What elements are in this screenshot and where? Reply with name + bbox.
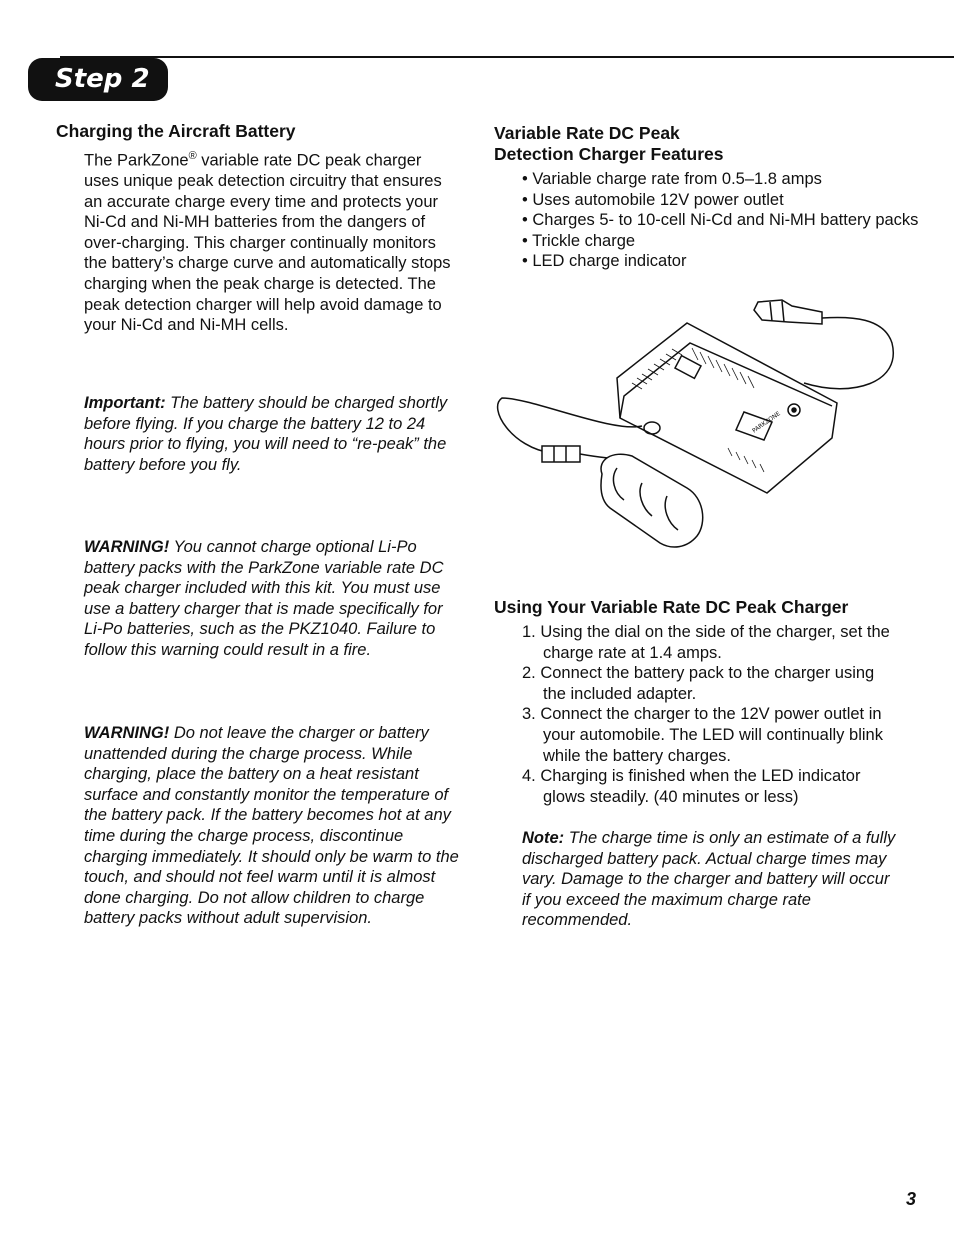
warning-lipo: WARNING! You cannot charge optional Li-Po battery packs with the ParkZone variable rate DC peak charger included with this kit. You must use use a battery charger that is made specifically for Li-Po batteries, such as the PKZ1040. Failure to follow this warning could result in a fire. bbox=[84, 538, 444, 659]
list-item: 4. Charging is finished when the LED indicator glows steadily. (40 minutes or less) bbox=[522, 767, 861, 806]
list-item: 2. Connect the battery pack to the charger using the included adapter. bbox=[522, 664, 875, 703]
list-item: • Variable charge rate from 0.5–1.8 amps bbox=[522, 169, 922, 190]
list-item: 1. Using the dial on the side of the charger, set the charge rate at 1.4 amps. bbox=[522, 623, 890, 662]
page-number: 3 bbox=[905, 1189, 916, 1209]
list-item: • Uses automobile 12V power outlet bbox=[522, 190, 922, 211]
list-item: • Trickle charge bbox=[522, 231, 922, 252]
important-note: Important: The battery should be charged shortly before flying. If you charge the battery 12 to 24 hours prior to flying, you will need to “re-peak” the battery before you fly. bbox=[84, 394, 448, 474]
warning-unattended: WARNING! Do not leave the charger or battery unattended during the charge process. While charging, place the battery on a heat resistant surface and constantly monitor the temperature of the battery pack. If the battery becomes hot at any time during the charge process, discontinue charging immediately. It should only be warm to the touch, and should not feel warm until it is almost done charging. Do not allow children to charge battery packs without adult supervision. bbox=[84, 724, 459, 928]
charger-brand-label: PARKZONE bbox=[751, 410, 782, 435]
charging-intro: The ParkZone® variable rate DC peak charger uses unique peak detection circuitry that ensures an accurate charge every time and protects your Ni-Cd and Ni-MH batteries from the dangers of over-charging. This charger continually monitors the battery’s charge curve and automatically stops charging when the peak charge is detected. The peak detection charger will help avoid damage to your Ni-Cd and Ni-MH cells. bbox=[84, 150, 451, 335]
features-heading: Variable Rate DC Peak Detection Charger Features bbox=[494, 123, 724, 164]
using-heading: Using Your Variable Rate DC Peak Charger bbox=[494, 597, 849, 617]
steps-list bbox=[522, 622, 897, 807]
list-item: • Charges 5- to 10-cell Ni-Cd and Ni-MH battery packs bbox=[522, 210, 922, 231]
charging-heading: Charging the Aircraft Battery bbox=[56, 121, 296, 141]
list-item: • LED charge indicator bbox=[522, 251, 922, 272]
charge-time-note: Note: The charge time is only an estimate of a fully discharged battery pack. Actual charge times may vary. Damage to the charger and battery will occur if you exceed the maximum charge rate recommended. bbox=[522, 829, 896, 930]
step-badge: Step 2 bbox=[28, 58, 168, 101]
list-item: 3. Connect the charger to the 12V power outlet in your automobile. The LED will continually blink while the battery charges. bbox=[522, 705, 883, 765]
charger-illustration bbox=[492, 288, 902, 563]
features-list bbox=[522, 169, 922, 272]
top-rule bbox=[60, 56, 954, 58]
